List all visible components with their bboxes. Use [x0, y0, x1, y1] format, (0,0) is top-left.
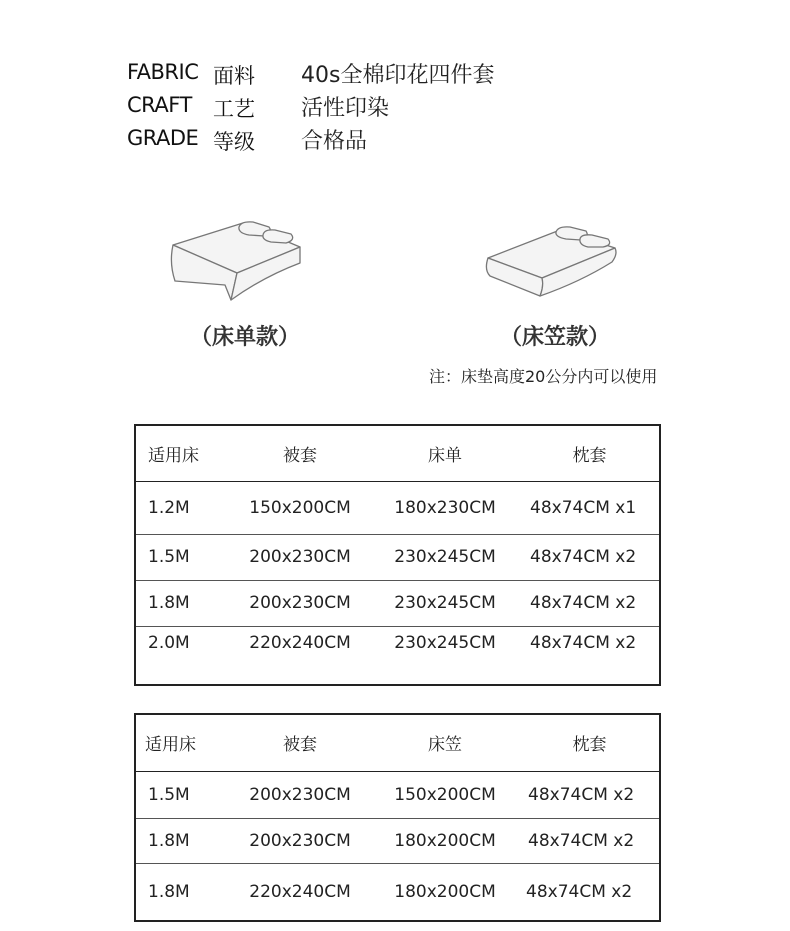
table-cell: 2.0M: [148, 632, 190, 653]
table-cell: 230x245CM: [394, 632, 496, 653]
header-cell: 适用床: [135, 714, 230, 771]
flat-sheet-bed-illustration: [165, 215, 310, 305]
table-header-row: [135, 425, 660, 481]
header-cell: 枕套: [520, 425, 660, 481]
table-header-row: [135, 714, 660, 771]
table-cell: 1.2M: [135, 481, 230, 534]
table-cell: 180x230CM: [370, 481, 520, 534]
mattress-height-note: 注：床垫高度20公分内可以使用: [429, 367, 658, 386]
header-cell: 床笠: [370, 714, 520, 771]
table-cell: 1.8M: [135, 818, 230, 863]
fitted-sheet-caption: （床笠款）: [500, 325, 611, 350]
table-row: [135, 626, 660, 685]
table-cell: 1.8M: [148, 881, 190, 902]
table-row: [135, 818, 660, 863]
flat-sheet-caption: （床单款）: [190, 325, 301, 350]
spec-value: 合格品: [301, 129, 368, 154]
table-cell: 48x74CM x1: [520, 481, 660, 534]
table-row: [135, 771, 660, 818]
table-cell: 48x74CM x2: [520, 771, 660, 818]
table-cell: 48x74CM x2: [520, 534, 660, 580]
size-table-flat-sheet: [134, 424, 661, 686]
spec-label-en: GRADE: [127, 126, 199, 150]
header-cell: 被套: [230, 425, 370, 481]
table-cell: 180x200CM: [394, 881, 496, 902]
spec-label-cn: 面料: [213, 64, 255, 88]
table-cell: 220x240CM: [249, 632, 351, 653]
spec-label-cn: 工艺: [213, 97, 255, 121]
table-cell: 220x240CM: [249, 881, 351, 902]
table-cell: 1.8M: [135, 580, 230, 626]
spec-value: 活性印染: [301, 96, 390, 121]
table-cell: 200x230CM: [230, 534, 370, 580]
table-cell: 200x230CM: [230, 771, 370, 818]
table-cell: 48x74CM x2: [526, 881, 633, 902]
fitted-sheet-bed-illustration: [480, 220, 625, 302]
table-cell: 200x230CM: [230, 580, 370, 626]
table-row: [135, 481, 660, 534]
table-row: [135, 863, 660, 921]
table-cell: 200x230CM: [230, 818, 370, 863]
table-row: [135, 580, 660, 626]
spec-label-en: FABRIC: [127, 60, 199, 84]
header-cell: 适用床: [135, 425, 230, 481]
spec-label-en: CRAFT: [127, 93, 192, 117]
table-row: [135, 534, 660, 580]
header-cell: 枕套: [520, 714, 660, 771]
spec-value: 40s全棉印花四件套: [301, 63, 495, 88]
header-cell: 被套: [230, 714, 370, 771]
table-cell: 48x74CM x2: [520, 818, 660, 863]
table-cell: 230x245CM: [370, 534, 520, 580]
table-cell: 48x74CM x2: [520, 580, 660, 626]
size-table-fitted-sheet: [134, 713, 661, 922]
spec-label-cn: 等级: [213, 130, 255, 154]
table-cell: 230x245CM: [370, 580, 520, 626]
header-cell: 床单: [370, 425, 520, 481]
table-cell: 150x200CM: [230, 481, 370, 534]
table-cell: 1.5M: [135, 534, 230, 580]
table-cell: 180x200CM: [370, 818, 520, 863]
table-cell: 150x200CM: [370, 771, 520, 818]
table-cell: 1.5M: [135, 771, 230, 818]
table-cell: 48x74CM x2: [530, 632, 637, 653]
